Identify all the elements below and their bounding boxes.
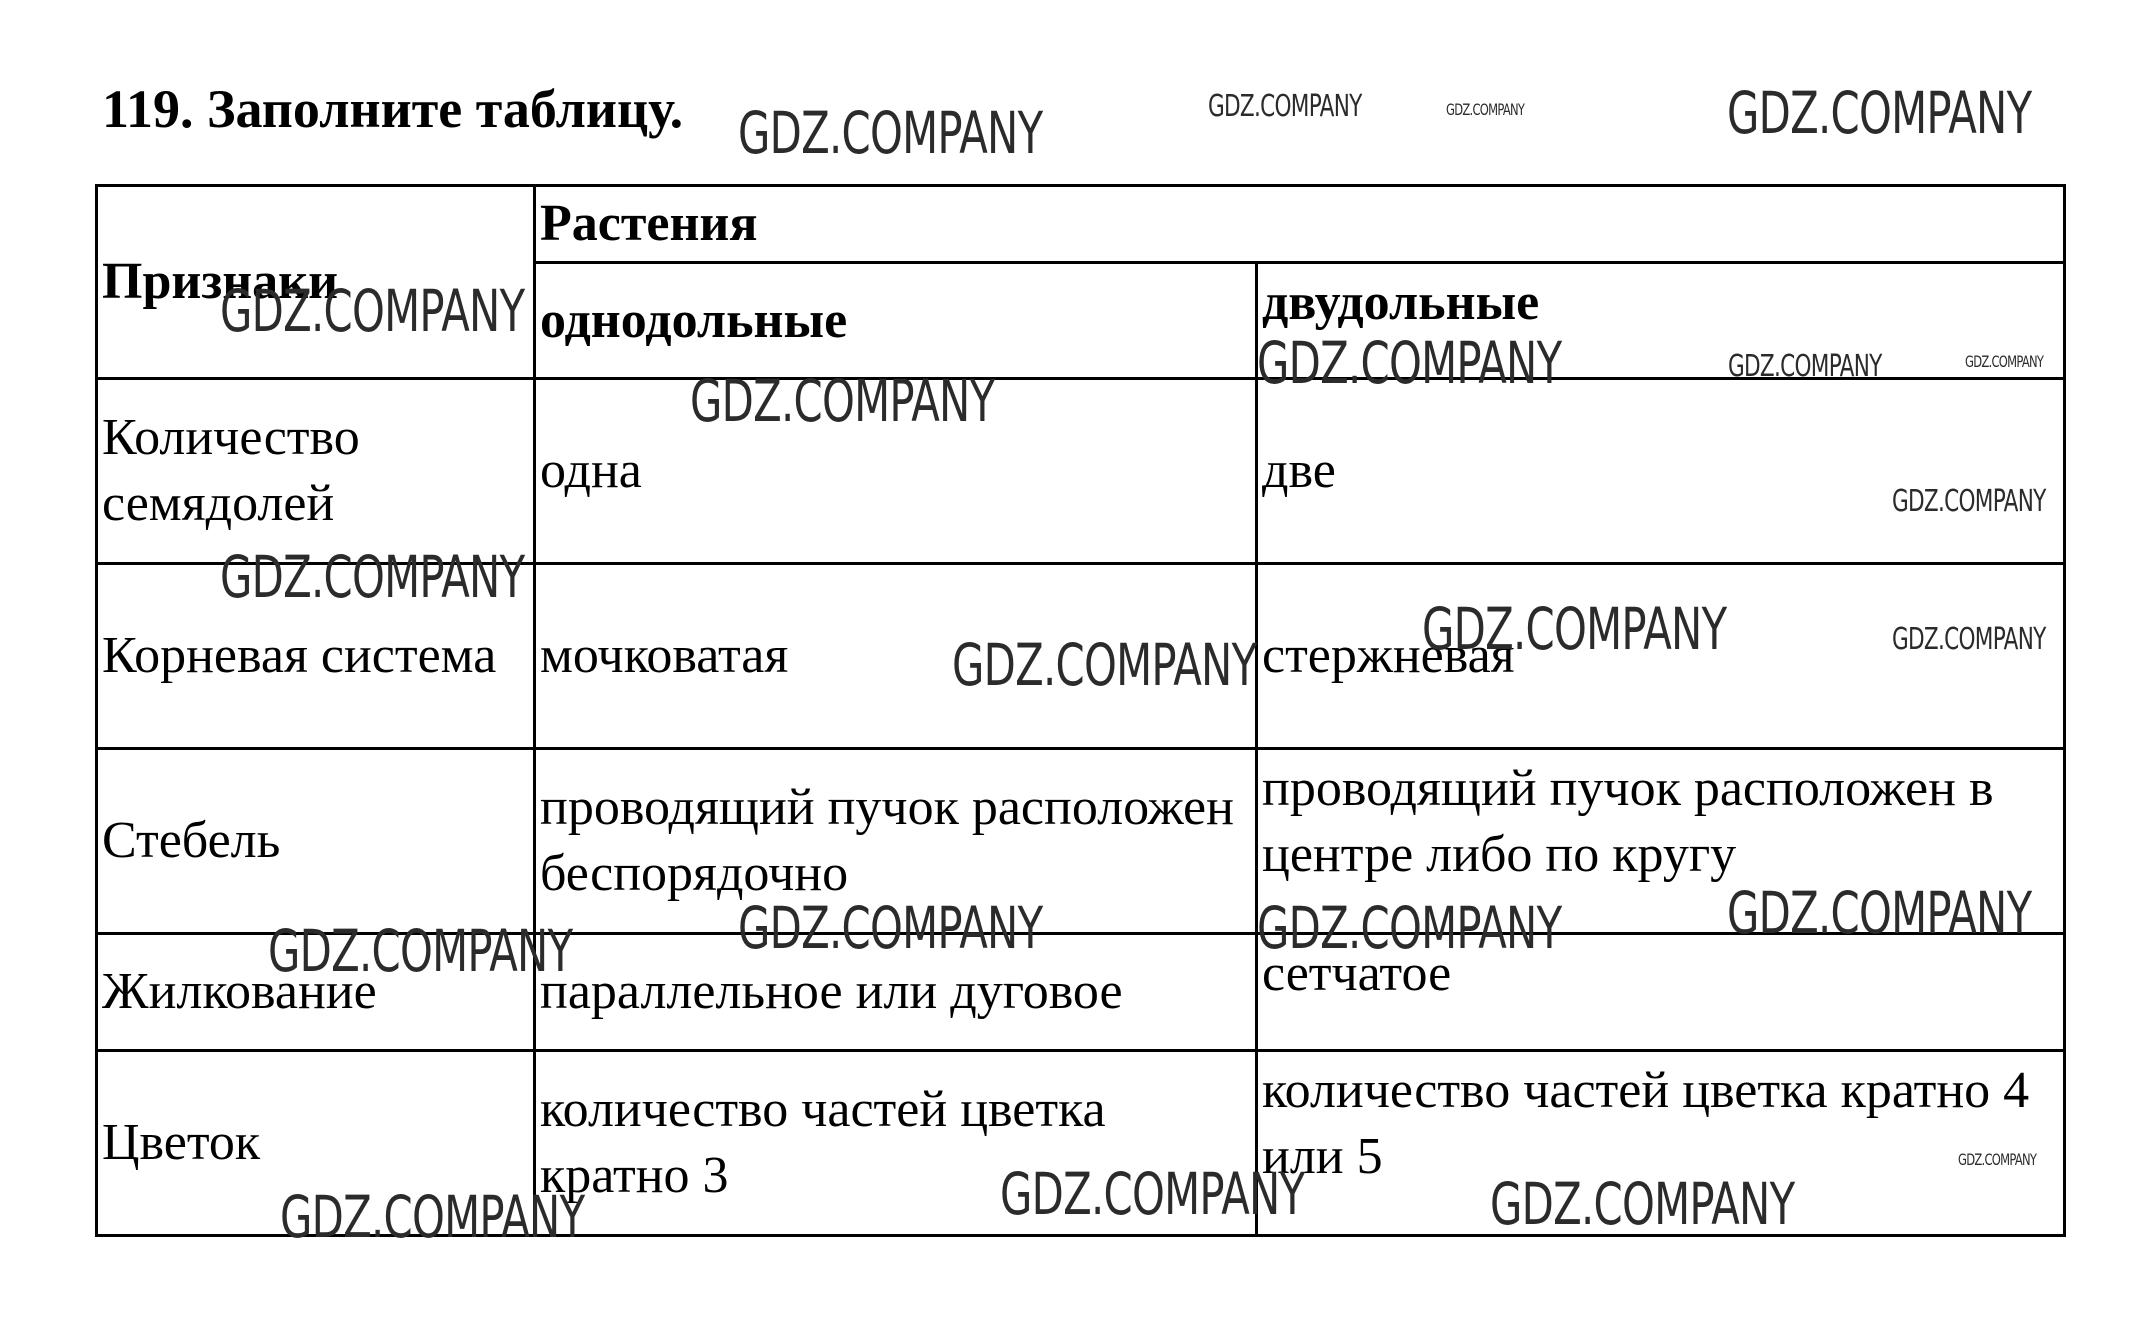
row-monocot: одна	[535, 379, 1257, 564]
plants-table	[95, 184, 2066, 1237]
watermark: GDZ.COMPANY	[1727, 79, 2032, 147]
watermark: GDZ.COMPANY	[268, 917, 573, 985]
row-dicot: количество частей цветка кратно 4 или 5	[1257, 1051, 2065, 1236]
watermark: GDZ.COMPANY	[1892, 484, 2046, 519]
row-monocot: количество частей цветка кратно 3	[535, 1051, 1257, 1236]
row-feature: Стебель	[97, 749, 535, 934]
header-monocots: однодольные	[535, 263, 1257, 379]
watermark: GDZ.COMPANY	[220, 543, 525, 611]
watermark: GDZ.COMPANY	[1728, 349, 1882, 384]
watermark: GDZ.COMPANY	[280, 1183, 585, 1251]
watermark: GDZ.COMPANY	[952, 631, 1257, 699]
row-feature: Цветок	[97, 1051, 535, 1236]
watermark: GDZ.COMPANY	[1257, 894, 1562, 962]
watermark: GDZ.COMPANY	[738, 894, 1043, 962]
watermark: GDZ.COMPANY	[1422, 595, 1727, 663]
row-dicot: сетчатое	[1257, 934, 2065, 1051]
row-feature: Жилкование	[97, 934, 535, 1051]
watermark: GDZ.COMPANY	[738, 99, 1043, 167]
header-dicots: двудольные	[1257, 263, 2065, 379]
exercise-title: 119. Заполните таблицу.	[102, 79, 684, 139]
watermark: GDZ.COMPANY	[1490, 1170, 1795, 1238]
table-row	[97, 934, 2065, 1051]
row-feature: Корневая система	[97, 564, 535, 749]
table-row	[97, 749, 2065, 934]
row-monocot: мочковатая	[535, 564, 1257, 749]
row-dicot: две	[1257, 379, 2065, 564]
watermark: GDZ.COMPANY	[1958, 1150, 2037, 1169]
watermark: GDZ.COMPANY	[1446, 100, 1525, 119]
watermark: GDZ.COMPANY	[1257, 329, 1562, 397]
table-row	[97, 564, 2065, 749]
watermark: GDZ.COMPANY	[1000, 1160, 1305, 1228]
watermark: GDZ.COMPANY	[690, 367, 995, 435]
table-row	[97, 379, 2065, 564]
watermark: GDZ.COMPANY	[220, 277, 525, 345]
row-dicot: проводящий пучок расположен в центре либо по кругу	[1257, 749, 2065, 934]
row-dicot: стержневая	[1257, 564, 2065, 749]
watermark: GDZ.COMPANY	[1965, 352, 2044, 371]
table-row	[97, 1051, 2065, 1236]
row-monocot: проводящий пучок расположен беспорядочно	[535, 749, 1257, 934]
header-plants: Растения	[535, 186, 2065, 263]
header-features: Признаки	[97, 186, 535, 379]
row-monocot: параллельное или дуговое	[535, 934, 1257, 1051]
watermark: GDZ.COMPANY	[1892, 622, 2046, 657]
row-feature: Количество семядолей	[97, 379, 535, 564]
watermark: GDZ.COMPANY	[1727, 879, 2032, 947]
watermark: GDZ.COMPANY	[1208, 89, 1362, 124]
